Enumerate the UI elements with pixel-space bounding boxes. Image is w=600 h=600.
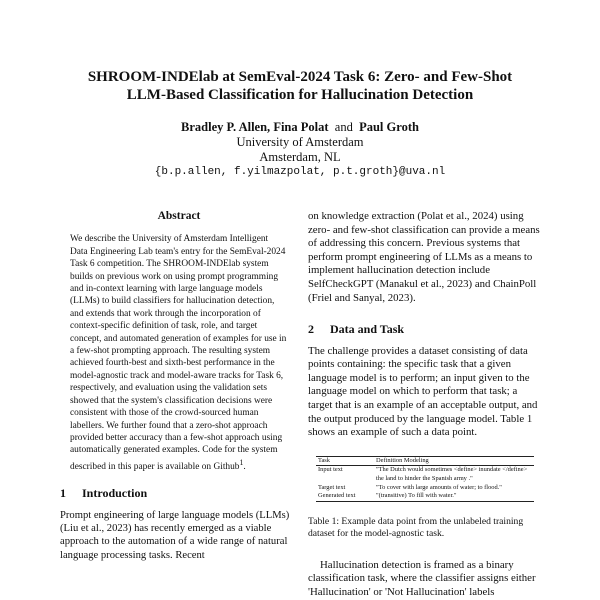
abstract-end: . <box>243 461 246 472</box>
table-cell-value: "The Dutch would sometimes <define> inundate </define> the land to hinder the Spanish army ." <box>376 466 528 482</box>
right-top-paragraph: on knowledge extraction (Polat et al., 2024) using zero- and few-shot classification can provide a means of addressing this concern. Previous systems that perform prompt engineering of LLMs as a means to implement hallucination detection include SelfCheckGPT (Manakul et al., 2023) and ChainPoll (Friel and Sanyal, 2023). <box>308 210 540 304</box>
author-emails: {b.p.allen, f.yilmazpolat, p.t.groth}@uva.nl <box>154 166 446 178</box>
table-cell-label: Generated text <box>316 492 374 501</box>
author-block <box>60 120 540 180</box>
bottom-right-paragraph: Hallucination detection is framed as a binary classification task, where the classifier assigns either 'Hallucination' or 'Not Hallucination' labels <box>308 558 536 598</box>
abstract <box>60 233 298 473</box>
title-line-1: SHROOM-INDElab at SemEval-2024 Task 6: Zero- and Few-Shot <box>87 69 513 85</box>
table-cell-value: "(transitive) To fill with water." <box>374 492 534 501</box>
table-row <box>316 492 534 501</box>
footnote-mark: 1 <box>239 457 244 467</box>
table-cell-label: Task <box>316 456 374 466</box>
table-cell-label: Target text <box>318 483 346 491</box>
example-table <box>316 456 534 502</box>
abstract-paragraph <box>70 233 288 473</box>
left-column <box>60 210 298 562</box>
author-names <box>60 120 540 135</box>
location: Amsterdam, NL <box>259 150 341 164</box>
section-2-text: The challenge provides a dataset consisting of data points containing: the specific task that a given language model is to perform; an input given to the language model on which to perform that task; a target that is an example of an acceptable output, and the output produced by the language model. Table 1 shows an example of such a data point. <box>308 344 538 439</box>
table-cell-value: Definition Modeling <box>374 456 534 466</box>
abstract-heading: Abstract <box>157 210 201 222</box>
section-1-title: Introduction <box>82 486 148 501</box>
section-2-heading <box>308 323 540 336</box>
table-cell-label: Input text <box>318 466 343 474</box>
abstract-text: We describe the University of Amsterdam Intelligent Data Engineering Lab team's entry for the SemEval-2024 Task 6 competition. The SHROOM-INDElab system builds on previous work on using prompt programming and in-context learning with large language models (LLMs) to build classifiers for hallucination detection, and extends that work through the incorporation of context-specific definition of task, role, and target concept, and automated generation of examples for use in a few-shot prompting approach. The resulting system achieved fourth-best and sixth-best performance in the model-agnostic track and model-aware tracks for Task 6, respectively, and evaluation using the validation sets showed that the system's classification decisions were consistent with those of the crowd-sourced human labellers. We further found that a zero-shot approach provided better accuracy than a few-shot approach using automatically generated examples. Code for the system described in this paper is available on Github <box>70 234 287 472</box>
author-3: Paul Groth <box>359 120 419 134</box>
section-1-number: 1 <box>60 486 66 501</box>
author-1: Bradley P. Allen, <box>181 120 271 134</box>
table-caption: Table 1: Example data point from the unlabeled training dataset for the model-agnostic task. <box>308 515 524 540</box>
table-cell-value: "To cover with large amounts of water; to flood." <box>376 483 502 491</box>
table-row <box>316 456 534 466</box>
table-row <box>316 484 534 493</box>
paper-title <box>60 68 540 104</box>
section-1-heading <box>60 487 298 500</box>
section-2-title: Data and Task <box>330 322 405 337</box>
title-line-2: LLM-Based Classification for Hallucination Detection <box>126 87 474 103</box>
right-column <box>308 210 540 599</box>
section-2-number: 2 <box>308 322 314 337</box>
author-and: and <box>334 120 353 134</box>
author-2: Fina Polat <box>273 120 329 134</box>
affiliation: University of Amsterdam <box>236 135 364 149</box>
table-row <box>316 466 534 484</box>
section-1-text: Prompt engineering of large language models (LLMs) (Liu et al., 2023) has recently emerged as a viable approach to the automation of a wide range of natural language processing tasks. Recent <box>60 509 290 561</box>
